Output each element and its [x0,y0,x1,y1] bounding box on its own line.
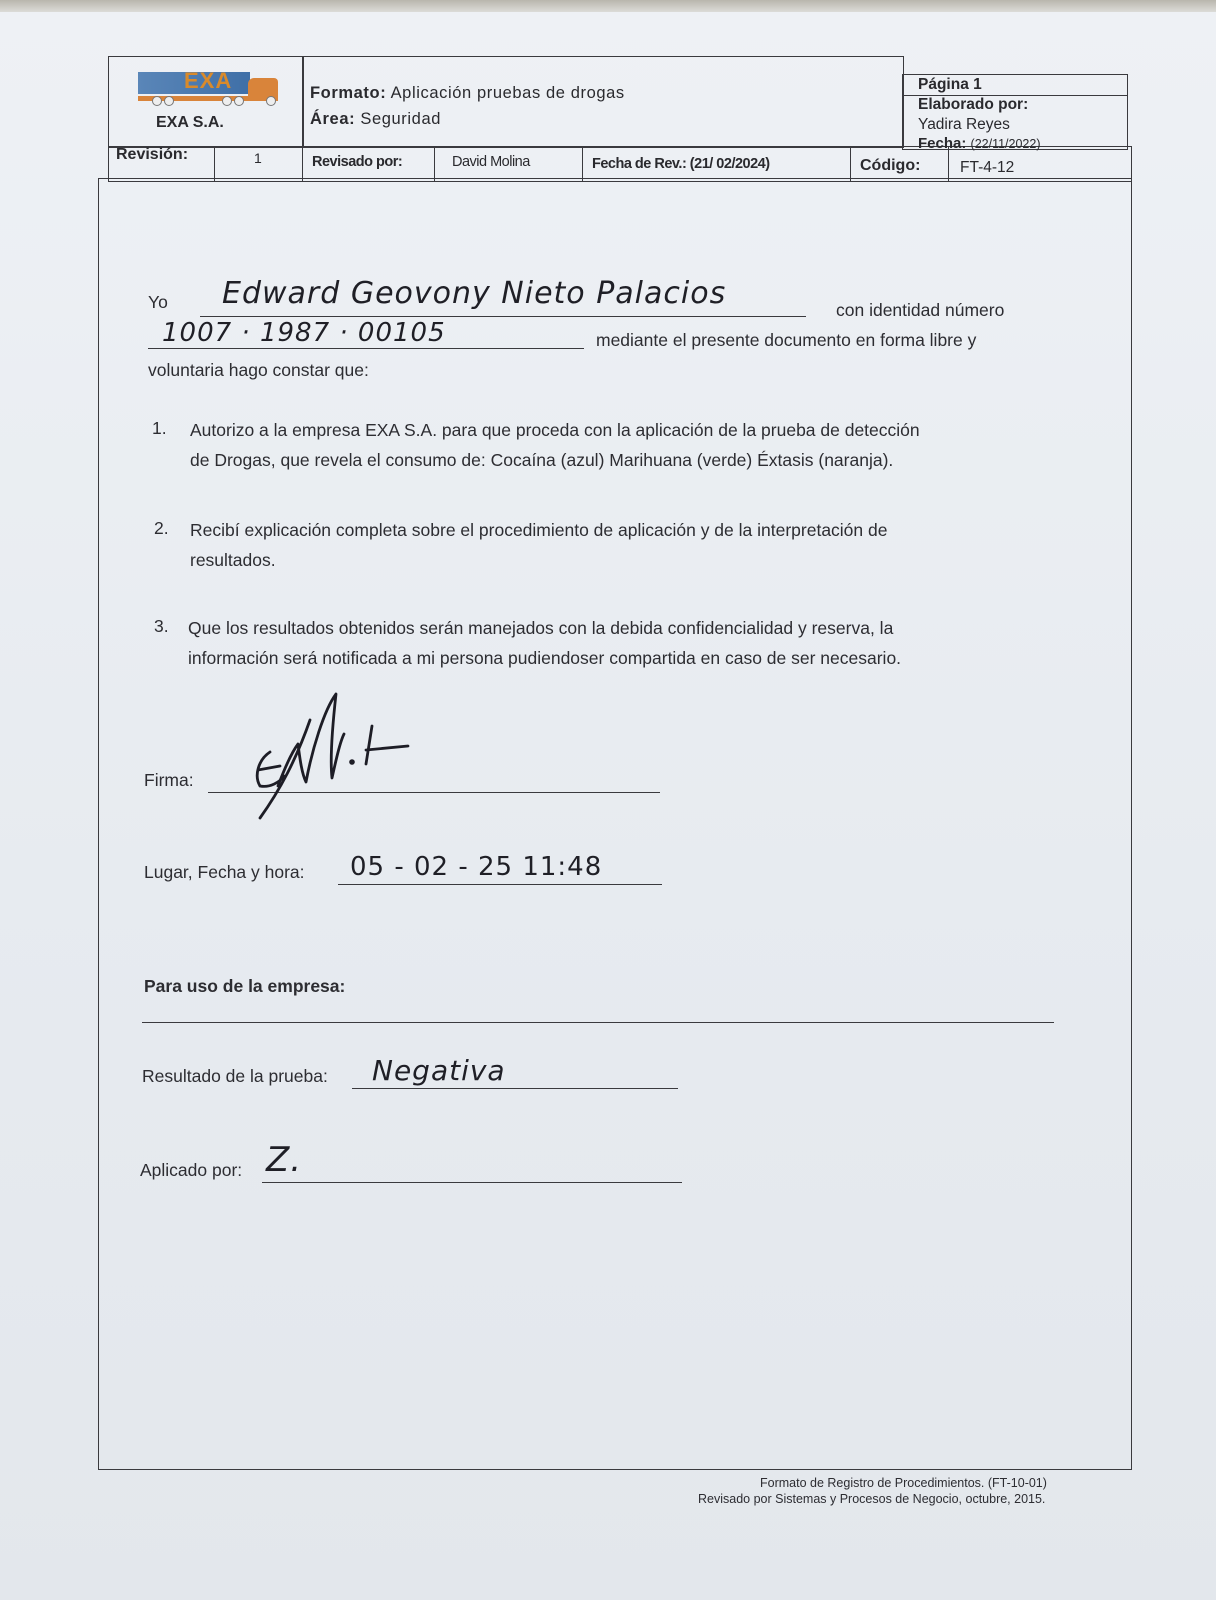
aplicado-line [262,1182,682,1183]
area-line [310,110,441,129]
divider [582,146,583,182]
empresa-divider [142,1022,1054,1023]
wheel-icon [152,96,162,106]
lugar-label: Lugar, Fecha y hora: [144,862,305,882]
wheel-icon [222,96,232,106]
voluntaria-text: voluntaria hago constar que: [148,360,369,380]
footer-line-2: Revisado por Sistemas y Procesos de Negocio, octubre, 2015. [698,1492,1046,1506]
resultado-line [352,1088,678,1089]
item-number: 2. [154,518,169,538]
name-line [200,316,806,317]
empresa-heading: Para uso de la empresa: [144,976,346,996]
reviewed-value: David Molina [452,154,530,170]
item-text-1b: de Drogas, que revela el consumo de: Cocaína (azul) Marihuana (verde) Éxtasis (naranja). [190,450,894,470]
reviewed-label: Revisado por: [312,154,403,170]
area-label: Área: [310,110,356,128]
format-line [310,84,625,103]
lugar-line [338,884,662,885]
company-name: EXA S.A. [156,114,224,131]
date-line [918,135,1041,152]
revision-value: 1 [254,150,262,166]
yo-label: Yo [148,292,168,312]
id-line [148,348,584,349]
elaborated-value: Yadira Reyes [918,116,1010,133]
item-text-1a: Autorizo a la empresa EXA S.A. para que proceda con la aplicación de la prueba de detección [190,420,920,440]
mediante-text: mediante el presente documento en forma libre y [596,330,977,350]
revision-label: Revisión: [116,146,189,163]
page-edge [0,0,1216,12]
item-text-2a: Recibí explicación completa sobre el procedimiento de aplicación y de la interpretación de [190,520,888,540]
aplicado-label: Aplicado por: [140,1160,243,1180]
lugar-handwritten: 05 - 02 - 25 11:48 [350,852,603,882]
aplicado-handwritten: Z. [266,1140,303,1180]
resultado-label: Resultado de la prueba: [142,1066,328,1086]
wheel-icon [164,96,174,106]
item-text-2b: resultados. [190,550,276,570]
resultado-handwritten: Negativa [372,1054,506,1087]
item-text-3a: Que los resultados obtenidos serán manejados con la debida confidencialidad y reserva, la [188,618,894,638]
wheel-icon [266,96,276,106]
logo-text: EXA [184,68,233,93]
area-value: Seguridad [360,110,441,128]
divider [850,146,851,182]
format-value: Aplicación pruebas de drogas [390,84,625,102]
footer-line-1: Formato de Registro de Procedimientos. (FT-10-01) [760,1476,1047,1490]
date-label: Fecha: [918,135,967,152]
id-handwritten: 1007 · 1987 · 00105 [162,318,446,348]
code-label: Código: [860,157,921,174]
item-text-3b: información será notificada a mi persona pudiendoser compartida en caso de ser necesario. [188,648,902,668]
revision-date: Fecha de Rev.: (21/ 02/2024) [592,156,770,172]
elaborated-label: Elaborado por: [918,96,1029,113]
handwritten-signature [240,690,420,830]
company-logo [138,66,278,110]
name-handwritten: Edward Geovony Nieto Palacios [222,276,727,311]
divider [302,146,303,182]
wheel-icon [234,96,244,106]
code-value: FT-4-12 [960,159,1015,176]
firma-label: Firma: [144,770,194,790]
format-label: Formato: [310,84,387,102]
con-identidad-text: con identidad número [836,300,1005,320]
date-value: (22/11/2022) [970,137,1041,151]
divider [434,146,435,182]
item-number: 3. [154,616,169,636]
item-number: 1. [152,418,167,438]
divider [214,146,215,182]
page-number: Página 1 [918,76,982,93]
form-header [108,56,1132,186]
